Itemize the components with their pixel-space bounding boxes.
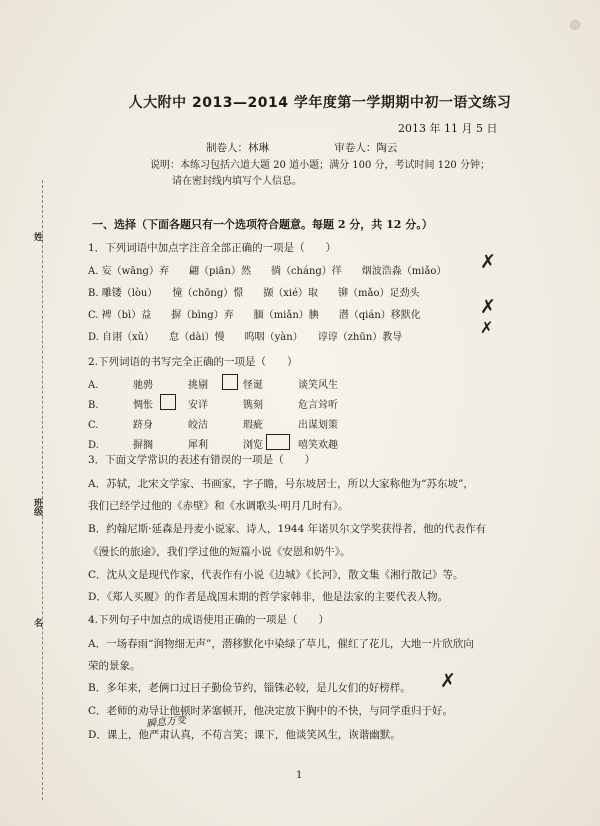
cross-mark-icon: ✗ bbox=[480, 318, 494, 337]
handwritten-note: 瞬息万变 bbox=[145, 714, 187, 731]
word: 镌刻 bbox=[243, 400, 263, 411]
question-stem: 3．下面文学常识的表述有错误的一项是（ ） bbox=[88, 454, 316, 466]
instruction-line: 请在密封线内填写个人信息。 bbox=[172, 176, 302, 187]
cross-mark-icon: ✗ bbox=[440, 670, 456, 692]
word: 出谋划策 bbox=[298, 420, 338, 431]
word: 怪诞 bbox=[243, 380, 263, 391]
punch-hole bbox=[570, 20, 580, 30]
margin-label-ming: 名 bbox=[32, 618, 42, 627]
word: 惆怅 bbox=[133, 400, 153, 411]
page-number: 1 bbox=[296, 770, 303, 781]
exam-date: 2013 年 11 月 5 日 bbox=[398, 122, 498, 135]
option-d: D．课上，他严肃认真，不苟言笑；课下，他谈笑风生，诙谐幽默。 bbox=[88, 729, 401, 741]
instructions bbox=[150, 158, 490, 190]
reviewer: 审卷人：陶云 bbox=[334, 142, 398, 154]
margin-label-name: 姓 bbox=[32, 232, 42, 241]
instruction-line: 说明：本练习包括六道大题 20 道小题；满分 100 分，考试时间 120 分钟； bbox=[150, 160, 490, 171]
author-line bbox=[206, 140, 459, 155]
option-b bbox=[88, 396, 338, 411]
option-a: A．一场春雨“润物细无声”，潜移默化中染绿了草儿，催红了花儿，大地一片欣欣向 bbox=[88, 638, 474, 650]
handwritten-box-mark bbox=[222, 374, 238, 390]
question-stem: 2.下列词语的书写完全正确的一项是（ ） bbox=[88, 356, 298, 368]
option-d: D．《郑人买履》的作者是战国末期的哲学家韩非，他是法家的主要代表人物。 bbox=[88, 591, 449, 603]
option-a-continued: 我们已经学过他的《赤壁》和《水调歌头·明月几时有》。 bbox=[88, 500, 349, 512]
word: 跻身 bbox=[133, 420, 153, 431]
option-b: B．约翰尼斯·延森是丹麦小说家、诗人，1944 年诺贝尔文学奖获得者，他的代表作有 bbox=[88, 523, 487, 535]
word: 谈笑风生 bbox=[298, 380, 338, 391]
option-a: A．苏轼，北宋文学家、书画家，字子瞻，号东坡居士，所以大家称他为“苏东坡”， bbox=[88, 478, 474, 490]
cross-mark-icon: ✗ bbox=[480, 296, 496, 318]
word: 浏览 bbox=[243, 440, 263, 451]
margin-label-class: 班级 bbox=[32, 498, 42, 516]
option-d: D. 自诩（xǔ） 怠（dài）慢 呜咽（yàn） 谆谆（zhūn）教导 bbox=[88, 332, 403, 343]
option-c: C. 裨（bì）益 摒（bìng）弃 腼（miǎn）腆 潜（qián）移默化 bbox=[88, 310, 421, 321]
word: 挑剔 bbox=[188, 380, 208, 391]
question-stem: 4.下列句子中加点的成语使用正确的一项是（ ） bbox=[88, 614, 330, 626]
option-b-continued: 《漫长的旅途》，我们学过他的短篇小说《安恩和奶牛》。 bbox=[88, 546, 351, 558]
word: 驰骋 bbox=[133, 380, 153, 391]
word: 犀利 bbox=[188, 440, 208, 451]
option-c bbox=[88, 416, 338, 431]
option-letter: B. bbox=[88, 400, 99, 411]
option-c: C．老师的劝导让他顿时茅塞顿开，他决定放下胸中的不快，与同学重归于好。 bbox=[88, 705, 454, 717]
word: 瑕疵 bbox=[243, 420, 263, 431]
cross-mark-icon: ✗ bbox=[480, 251, 496, 273]
option-letter: C. bbox=[88, 420, 99, 431]
option-b: B. 雕镂（lòu） 憧（chōng）憬 撷（xié）取 铆（mǎo）足劲头 bbox=[88, 288, 420, 299]
section-heading: 一、选择（下面各题只有一个选项符合题意。每题 2 分，共 12 分。） bbox=[92, 218, 433, 231]
word: 危言耸听 bbox=[298, 400, 338, 411]
question-stem: 1．下列词语中加点字注音全部正确的一项是（ ） bbox=[88, 242, 337, 254]
option-letter: A. bbox=[88, 380, 99, 391]
word: 嘻笑欢趣 bbox=[298, 440, 338, 451]
binding-margin-line bbox=[42, 180, 43, 800]
word: 皎洁 bbox=[188, 420, 208, 431]
option-c: C．沈从文是现代作家，代表作有小说《边城》《长河》，散文集《湘行散记》等。 bbox=[88, 569, 464, 581]
option-a bbox=[88, 376, 338, 391]
author: 制卷人：林琳 bbox=[206, 142, 269, 154]
option-b: B．多年来，老俩口过日子勤俭节约，锱铢必较，是儿女们的好榜样。 bbox=[88, 682, 411, 694]
option-letter: D. bbox=[88, 440, 99, 451]
word: 摒搁 bbox=[133, 440, 153, 451]
option-a-continued: 荣的景象。 bbox=[88, 660, 141, 672]
exam-title: 人大附中 2013—2014 学年度第一学期期中初一语文练习 bbox=[128, 95, 512, 111]
option-d bbox=[88, 436, 338, 451]
word: 安详 bbox=[188, 400, 208, 411]
handwritten-box-mark bbox=[160, 394, 176, 410]
option-a: A. 妄（wāng）弃 翩（piān）然 徜（cháng）徉 烟波浩淼（miǎo） bbox=[88, 266, 447, 277]
handwritten-box-mark bbox=[266, 434, 290, 450]
